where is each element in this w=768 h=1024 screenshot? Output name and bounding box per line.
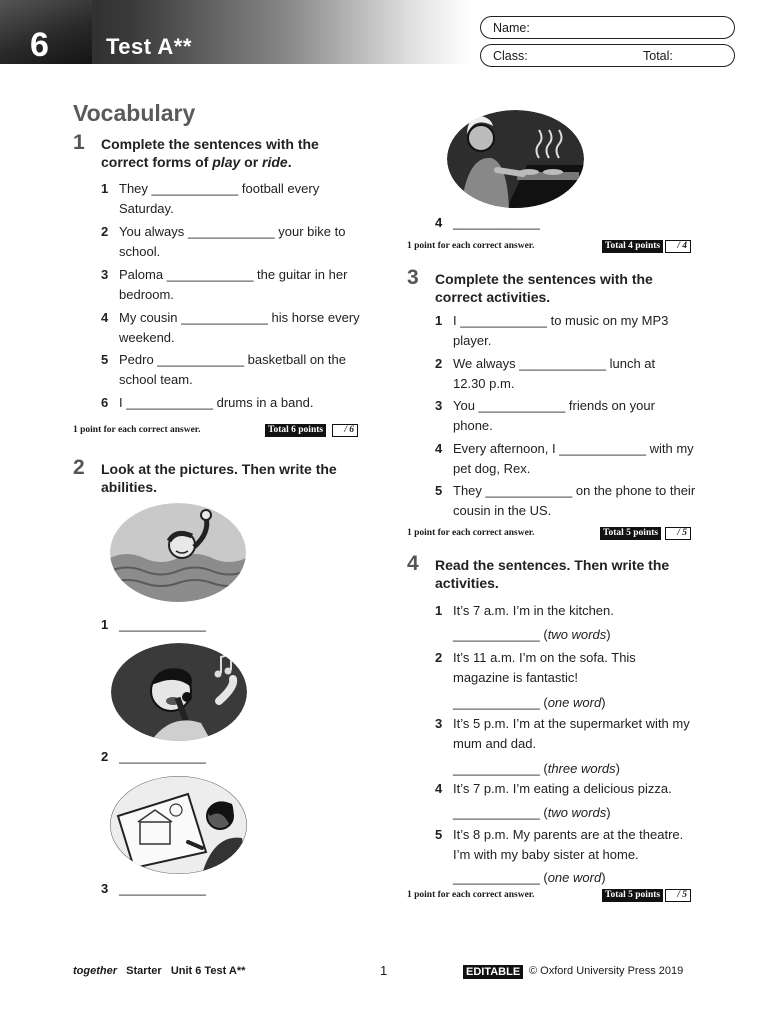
class-field[interactable]: [480, 44, 735, 67]
item-number: 4: [435, 781, 443, 796]
sentence-line: bedroom.: [119, 287, 174, 302]
sentence-line: It’s 7 p.m. I’m eating a delicious pizza.: [453, 781, 672, 796]
sentence-item: [435, 311, 705, 351]
sentence-item: [435, 714, 705, 774]
sentence-line: It’s 5 p.m. I’m at the supermarket with my: [453, 716, 690, 731]
item-number: 5: [435, 827, 443, 842]
item-number: 2: [101, 224, 109, 239]
footer-brand: together: [73, 965, 117, 977]
instruction-text: or: [240, 154, 263, 170]
footer-unit: Unit 6 Test A**: [170, 965, 246, 977]
sentence-line: I’m with my baby sister at home.: [453, 847, 639, 862]
answer-blank[interactable]: ____________ (: [453, 695, 548, 710]
exercise-2-answer-1[interactable]: [101, 617, 206, 632]
sentence-line[interactable]: My cousin ____________ his horse every: [119, 310, 360, 325]
exercise-4-number: 4: [407, 552, 419, 575]
item-number: 6: [101, 395, 109, 410]
item-number: 1: [435, 313, 443, 328]
sentence-item: [435, 481, 705, 521]
sentence-line: weekend.: [119, 330, 175, 345]
sentence-item: [101, 308, 361, 348]
sentence-line: pet dog, Rex.: [453, 461, 531, 476]
answer-blank[interactable]: ____________ (: [453, 761, 548, 776]
sentence-item: [101, 350, 361, 390]
closing-paren: ): [615, 761, 620, 776]
score-box[interactable]: / 6: [332, 424, 358, 437]
item-number: 2: [101, 749, 109, 764]
answer-blank[interactable]: ____________ (: [453, 870, 548, 885]
instruction-text: .: [287, 154, 292, 170]
copyright: © Oxford University Press 2019: [529, 965, 684, 977]
sentence-line: mum and dad.: [453, 736, 537, 751]
footer-course: [73, 965, 245, 977]
sentence-line: phone.: [453, 418, 493, 433]
sentence-line: It’s 8 p.m. My parents are at the theatre.: [453, 827, 684, 842]
sentence-line: 12.30 p.m.: [453, 376, 515, 391]
exercise-2-points: [407, 240, 697, 254]
sentence-line: cousin in the US.: [453, 503, 552, 518]
answer-line[interactable]: [453, 759, 620, 779]
exercise-4-points: [407, 889, 697, 903]
closing-paren: ): [606, 805, 611, 820]
item-number: 2: [435, 356, 443, 371]
answer-line[interactable]: [453, 693, 606, 713]
sentence-line[interactable]: Paloma ____________ the guitar in her: [119, 267, 348, 282]
item-number: 2: [435, 650, 443, 665]
sentence-item: [101, 222, 361, 262]
item-number: 1: [435, 603, 443, 618]
points-note: 1 point for each correct answer.: [73, 425, 201, 435]
answer-blank[interactable]: ____________ (: [453, 627, 548, 642]
sentence-line[interactable]: They ____________ on the phone to their: [453, 483, 696, 498]
answer-line[interactable]: [453, 625, 611, 645]
sentence-line[interactable]: Pedro ____________ basketball on the: [119, 352, 346, 367]
sentence-line: It’s 11 a.m. I’m on the sofa. This: [453, 650, 636, 665]
item-number: 4: [101, 310, 109, 325]
word-ride: ride: [262, 154, 288, 170]
exercise-2-instruction: Look at the pictures. Then write the abilities.: [101, 461, 337, 495]
sentence-line: It’s 7 a.m. I’m in the kitchen.: [453, 603, 614, 618]
exercise-2-answer-2[interactable]: [101, 749, 206, 764]
item-number: 1: [101, 181, 109, 196]
sentence-line[interactable]: Every afternoon, I ____________ with my: [453, 441, 694, 456]
total-points-badge: Total 5 points: [602, 889, 663, 902]
score-box[interactable]: / 4: [665, 240, 691, 253]
singing-picture: [111, 643, 247, 741]
total-points-badge: Total 4 points: [602, 240, 663, 253]
sentence-item: [435, 648, 705, 708]
exercise-1-number: 1: [73, 131, 85, 154]
sentence-line[interactable]: I ____________ drums in a band.: [119, 395, 314, 410]
answer-blank[interactable]: ____________: [119, 881, 206, 896]
answer-blank[interactable]: ____________: [119, 617, 206, 632]
item-number: 1: [101, 617, 109, 632]
exercise-1-points: [73, 424, 363, 438]
closing-paren: ): [601, 870, 606, 885]
instruction-text: Complete the sentences with the correct forms of: [101, 136, 319, 170]
section-title: Vocabulary: [73, 100, 196, 126]
cooking-picture: [447, 110, 584, 208]
sentence-item: [435, 439, 705, 479]
exercise-2-answer-4[interactable]: [435, 215, 540, 230]
total-points-badge: Total 6 points: [265, 424, 326, 437]
total-points-badge: Total 5 points: [600, 527, 661, 540]
item-number: 3: [435, 716, 443, 731]
word-count-hint: one word: [547, 870, 602, 885]
answer-blank[interactable]: ____________ (: [453, 805, 548, 820]
sentence-item: [435, 354, 705, 394]
exercise-2-number: 2: [73, 456, 85, 479]
points-note: 1 point for each correct answer.: [407, 528, 535, 538]
item-number: 5: [435, 483, 443, 498]
word-count-hint: three words: [547, 761, 616, 776]
score-box[interactable]: / 5: [665, 527, 691, 540]
answer-blank[interactable]: ____________: [119, 749, 206, 764]
word-count-hint: two words: [547, 805, 607, 820]
exercise-4-instruction: Read the sentences. Then write the activities.: [435, 557, 670, 591]
sentence-item: [435, 396, 705, 436]
exercise-1-instruction: [101, 135, 351, 171]
page-number: 1: [380, 963, 388, 978]
exercise-3-points: [407, 527, 697, 541]
sentence-line[interactable]: You ____________ friends on your: [453, 398, 655, 413]
swimming-picture: [110, 503, 246, 602]
item-number: 3: [101, 881, 109, 896]
drawing-picture: [110, 776, 247, 874]
item-number: 5: [101, 352, 109, 367]
unit-number: 6: [30, 26, 49, 64]
name-label: Name:: [493, 21, 530, 35]
sentence-item: [435, 825, 705, 885]
sentence-line: player.: [453, 333, 492, 348]
sentence-line: magazine is fantastic!: [453, 670, 579, 685]
exercise-3-number: 3: [407, 266, 419, 289]
exercise-2-answer-3[interactable]: [101, 881, 206, 896]
answer-line[interactable]: [453, 868, 606, 888]
sentence-line: school.: [119, 244, 161, 259]
answer-line[interactable]: [453, 803, 611, 823]
sentence-line[interactable]: You always ____________ your bike to: [119, 224, 346, 239]
name-field[interactable]: [480, 16, 735, 39]
score-box[interactable]: / 5: [665, 889, 691, 902]
exercise-3-instruction: Complete the sentences with the correct activities.: [435, 271, 653, 305]
class-label: Class:: [493, 49, 528, 63]
sentence-line: Saturday.: [119, 201, 174, 216]
word-count-hint: one word: [547, 695, 602, 710]
item-number: 4: [435, 441, 443, 456]
sentence-line[interactable]: We always ____________ lunch at: [453, 356, 656, 371]
points-note: 1 point for each correct answer.: [407, 241, 535, 251]
sentence-line[interactable]: I ____________ to music on my MP3: [453, 313, 669, 328]
test-title: Test A**: [106, 34, 192, 59]
closing-paren: ): [601, 695, 606, 710]
item-number: 3: [101, 267, 109, 282]
sentence-item: [101, 265, 361, 305]
points-note: 1 point for each correct answer.: [407, 890, 535, 900]
word-play: play: [212, 154, 241, 170]
answer-blank[interactable]: ____________: [453, 215, 540, 230]
item-number: 3: [435, 398, 443, 413]
editable-badge: EDITABLE: [463, 965, 523, 979]
word-count-hint: two words: [547, 627, 607, 642]
closing-paren: ): [606, 627, 611, 642]
sentence-line: school team.: [119, 372, 193, 387]
sentence-item: [101, 179, 361, 219]
total-label: Total:: [643, 49, 673, 63]
item-number: 4: [435, 215, 443, 230]
sentence-line[interactable]: They ____________ football every: [119, 181, 320, 196]
footer-level: Starter: [126, 965, 162, 977]
